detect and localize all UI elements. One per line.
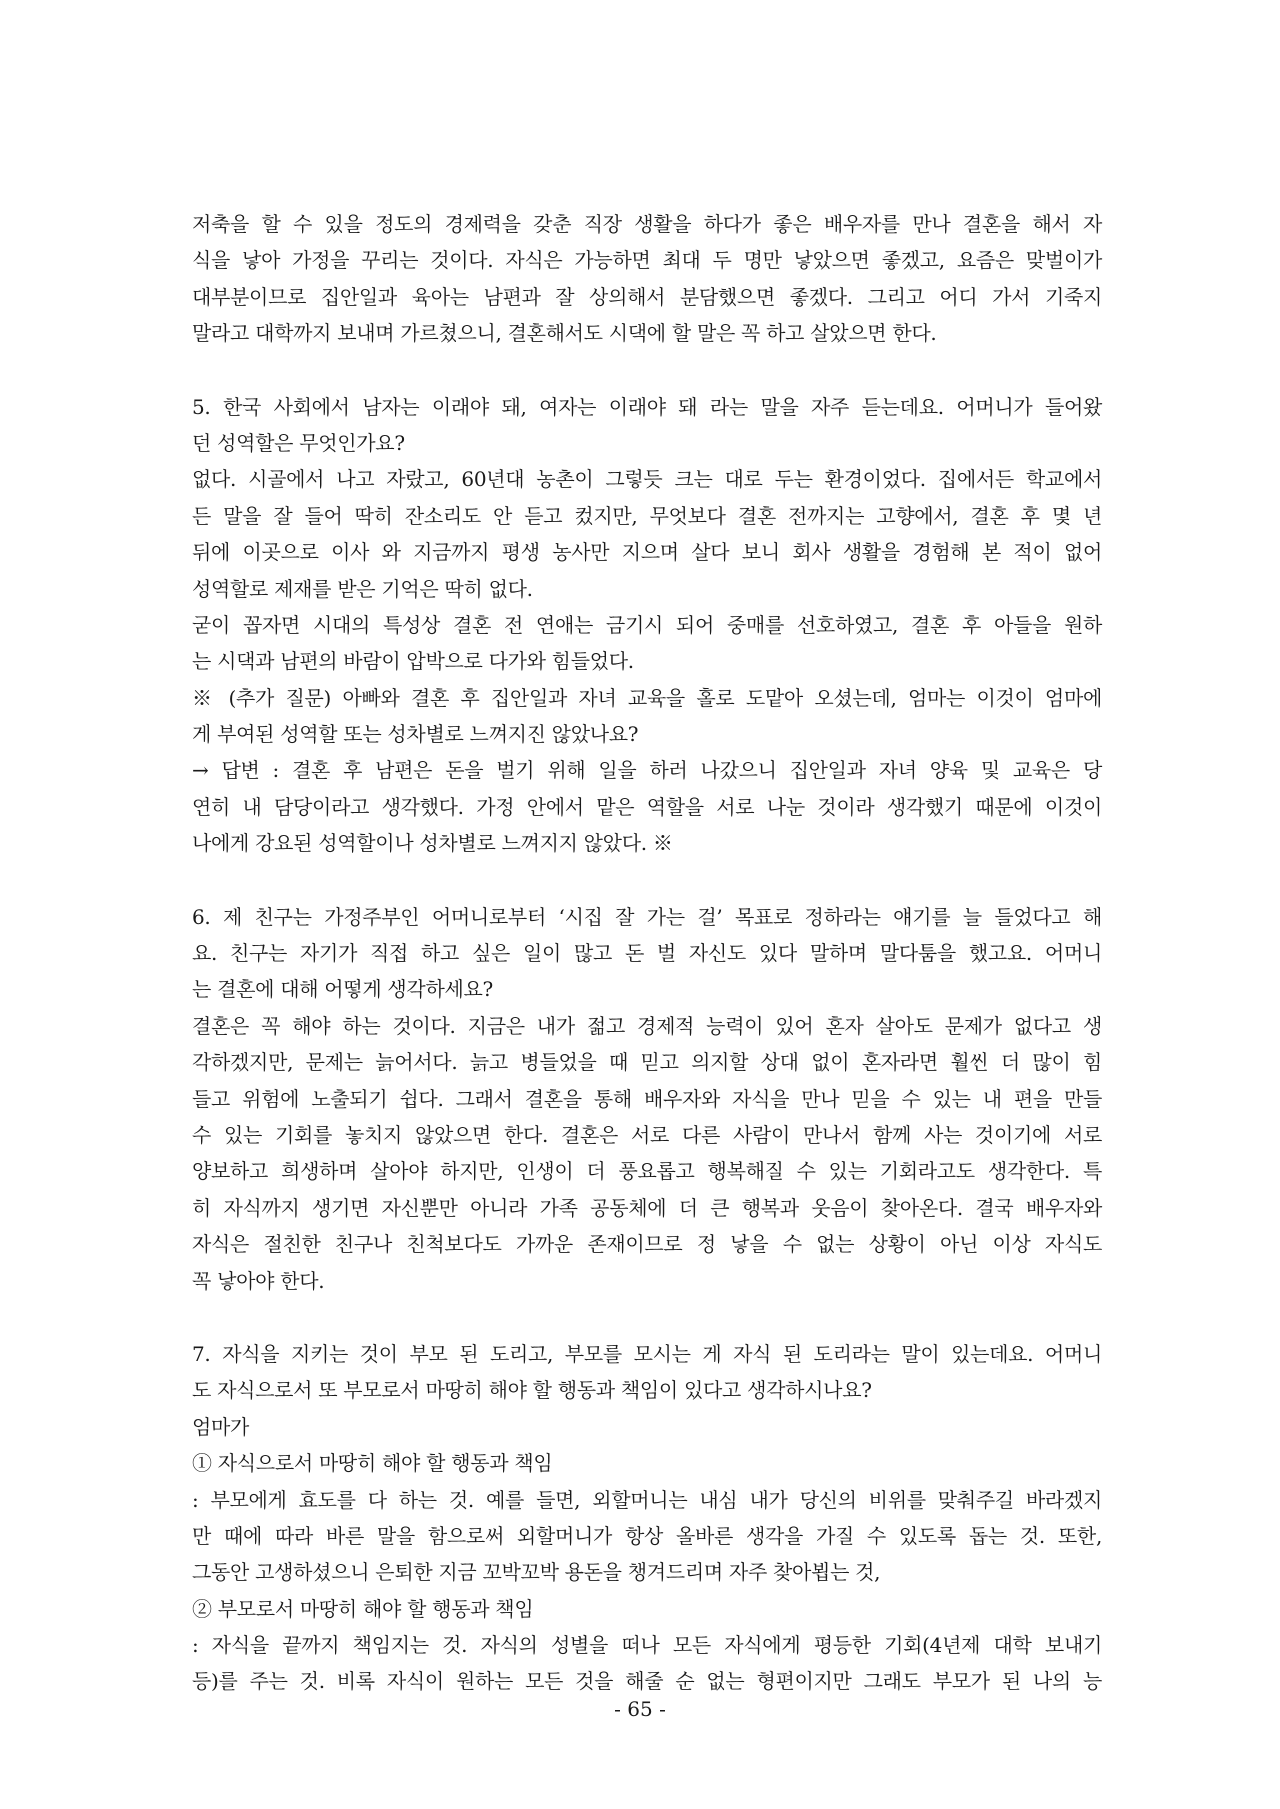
text-line: 자식은 절친한 친구나 친척보다도 가까운 존재이므로 정 낳을 수 없는 상황이 아닌 이상 자식도 (192, 1232, 1102, 1257)
text-line: 게 부여된 성역할 또는 성차별로 느껴지진 않았나요? (192, 722, 639, 747)
text-line: 저축을 할 수 있을 정도의 경제력을 갖춘 직장 생활을 하다가 좋은 배우자를 만나 결혼을 해서 자 (192, 212, 1102, 236)
text-line: 들고 위험에 노출되기 쉽다. 그래서 결혼을 통해 배우자와 자식을 만나 믿을 수 있는 내 편을 만들 (192, 1086, 1102, 1111)
text-line: 수 있는 기회를 놓치지 않았으면 한다. 결혼은 서로 다른 사람이 만나서 함께 사는 것이기에 서로 (192, 1122, 1102, 1147)
text-line: 연히 내 담당이라고 생각했다. 가정 안에서 맡은 역할을 서로 나눈 것이라 생각했기 때문에 이것이 (192, 794, 1102, 819)
text-line: 꼭 낳아야 한다. (192, 1268, 325, 1293)
text-line: 굳이 꼽자면 시대의 특성상 결혼 전 연애는 금기시 되어 중매를 선호하였고, 결혼 후 아들을 원하 (192, 612, 1102, 637)
paragraph-gap (192, 862, 1102, 899)
text-line: 든 말을 잘 들어 딱히 잔소리도 안 듣고 컸지만, 무엇보다 결혼 전까지는 고향에서, 결혼 후 몇 년 (192, 503, 1102, 528)
text-line: 던 성역할은 무엇인가요? (192, 430, 405, 455)
text-line: 도 자식으로서 또 부모로서 마땅히 해야 할 행동과 책임이 있다고 생각하시나요? (192, 1378, 872, 1403)
text-line: 엄마가 (192, 1414, 250, 1439)
text-line: 성역할로 제재를 받은 기억은 딱히 없다. (192, 576, 533, 601)
paragraph-intro (192, 206, 1102, 352)
text-line: ② 부모로서 마땅히 해야 할 행동과 책임 (192, 1596, 534, 1621)
text-line: 7. 자식을 지키는 것이 부모 된 도리고, 부모를 모시는 게 자식 된 도리라는 말이 있는데요. 어머니 (192, 1341, 1102, 1366)
paragraph-gap (192, 1299, 1102, 1336)
text-line: 는 결혼에 대해 어떻게 생각하세요? (192, 977, 493, 1002)
text-line: 뒤에 이곳으로 이사 와 지금까지 평생 농사만 지으며 살다 보니 회사 생활을 경험해 본 적이 없어 (192, 540, 1102, 565)
text-line: 요. 친구는 자기가 직접 하고 싶은 일이 많고 돈 벌 자신도 있다 말하며 말다툼을 했고요. 어머니 (192, 941, 1102, 966)
text-line: 대부분이므로 집안일과 육아는 남편과 잘 상의해서 분담했으면 좋겠다. 그리고 어디 가서 기죽지 (192, 284, 1102, 309)
text-line: 나에게 강요된 성역할이나 성차별로 느껴지지 않았다. ※ (192, 831, 673, 856)
text-line: 각하겠지만, 문제는 늙어서다. 늙고 병들었을 때 믿고 의지할 상대 없이 혼자라면 훨씬 더 많이 힘 (192, 1050, 1102, 1075)
text-line: 5. 한국 사회에서 남자는 이래야 돼, 여자는 이래야 돼 라는 말을 자주 듣는데요. 어머니가 들어왔 (192, 394, 1102, 419)
text-line: ※ (추가 질문) 아빠와 결혼 후 집안일과 자녀 교육을 홀로 도맡아 오셨는데, 엄마는 이것이 엄마에 (192, 685, 1102, 710)
page-body (192, 206, 1102, 1700)
text-line: ① 자식으로서 마땅히 해야 할 행동과 책임 (192, 1451, 553, 1476)
paragraph-q6 (192, 899, 1102, 1299)
text-line: 히 자식까지 생기면 자신뿐만 아니라 가족 공동체에 더 큰 행복과 웃음이 찾아온다. 결국 배우자와 (192, 1195, 1102, 1220)
text-line: : 자식을 끝까지 책임지는 것. 자식의 성별을 떠나 모든 자식에게 평등한 기회(4년제 대학 보내기 (192, 1633, 1102, 1658)
paragraph-gap (192, 352, 1102, 389)
text-line: 는 시댁과 남편의 바람이 압박으로 다가와 힘들었다. (192, 649, 634, 674)
text-line: → 답변 : 결혼 후 남편은 돈을 벌기 위해 일을 하러 나갔으니 집안일과 자녀 양육 및 교육은 당 (192, 758, 1102, 783)
paragraph-q5 (192, 389, 1102, 862)
text-line: 등)를 주는 것. 비록 자식이 원하는 모든 것을 해줄 순 없는 형편이지만 그래도 부모가 된 나의 능 (192, 1669, 1102, 1694)
text-line: 양보하고 희생하며 살아야 하지만, 인생이 더 풍요롭고 행복해질 수 있는 기회라고도 생각한다. 특 (192, 1159, 1102, 1184)
text-line: 말라고 대학까지 보내며 가르쳤으니, 결혼해서도 시댁에 할 말은 꼭 하고 살았으면 한다. (192, 321, 937, 346)
text-line: 결혼은 꼭 해야 하는 것이다. 지금은 내가 젊고 경제적 능력이 있어 혼자 살아도 문제가 없다고 생 (192, 1013, 1102, 1038)
paragraph-q7 (192, 1336, 1102, 1700)
text-line: 그동안 고생하셨으니 은퇴한 지금 꼬박꼬박 용돈을 챙겨드리며 자주 찾아뵙는 것, (192, 1560, 881, 1585)
text-line: 만 때에 따라 바른 말을 함으로써 외할머니가 항상 올바른 생각을 가질 수 있도록 돕는 것. 또한, (192, 1523, 1102, 1548)
text-line: 없다. 시골에서 나고 자랐고, 60년대 농촌이 그렇듯 크는 대로 두는 환경이었다. 집에서든 학교에서 (192, 467, 1102, 492)
page-number: - 65 - (614, 1697, 666, 1721)
text-line: 식을 낳아 가정을 꾸리는 것이다. 자식은 가능하면 최대 두 명만 낳았으면 좋겠고, 요즘은 맞벌이가 (192, 248, 1102, 273)
text-line: 6. 제 친구는 가정주부인 어머니로부터 ‘시집 잘 가는 걸’ 목표로 정하라는 얘기를 늘 들었다고 해 (192, 904, 1102, 929)
text-line: : 부모에게 효도를 다 하는 것. 예를 들면, 외할머니는 내심 내가 당신의 비위를 맞춰주길 바라겠지 (192, 1487, 1102, 1512)
